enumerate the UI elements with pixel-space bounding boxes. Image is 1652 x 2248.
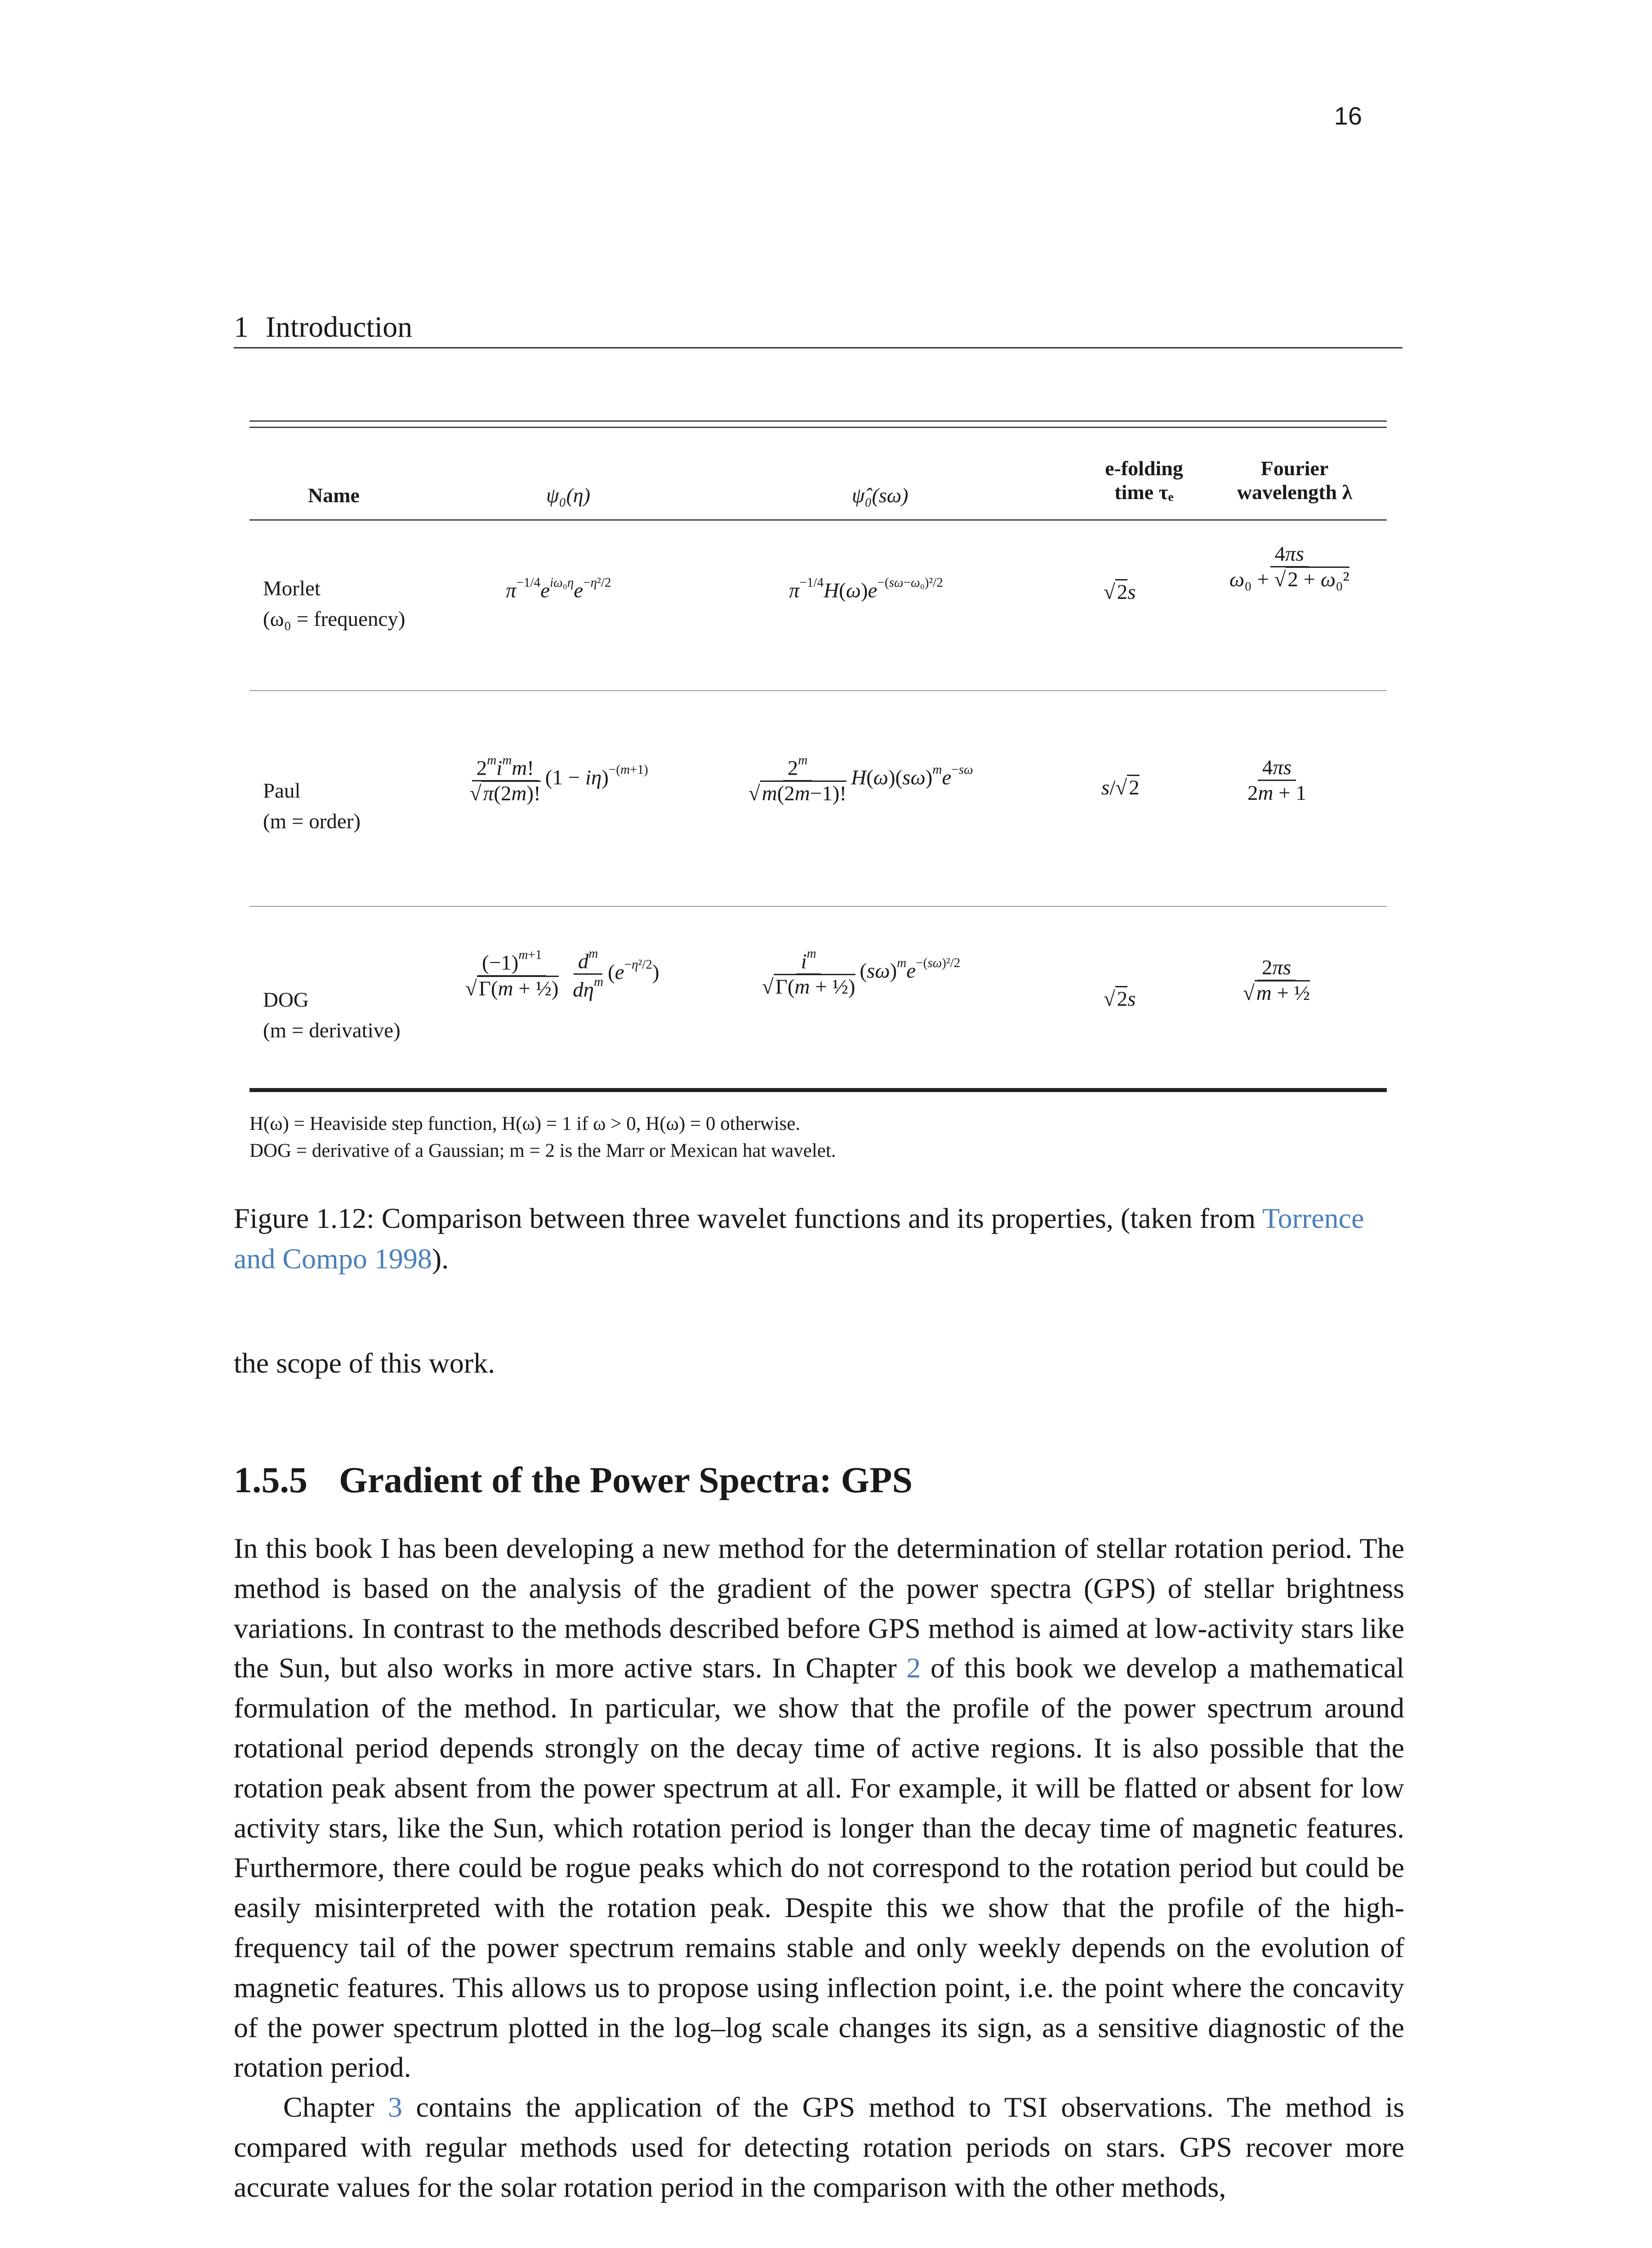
paul-param: (m = order) [263,810,361,833]
header-rule [234,347,1403,348]
figure-caption [234,1198,1403,1279]
table-footnote-1: H(ω) = Heaviside step function, H(ω) = 1 if ω > 0, H(ω) = 0 otherwise. [249,1113,801,1134]
chapter-3-link[interactable]: 3 [388,2091,402,2123]
row-paul-name [263,776,361,837]
dog-psi-hat: $\frac{i^m}{\text{√Γ(m + ½)}}$ $(s\omega)^me^{-(s\omega)^2/2}$ [762,946,961,999]
dog-psi: $\frac{(-1)^{m+1}}{\text{√Γ(m + ½)}}$ $\frac{d^m}{d\eta^m}$ $(e^{-\eta^2/2})$ [465,946,659,1002]
paragraph-2-text-b: contains the application of the GPS method to TSI observations. The method is compared with regular methods used for detecting rotation periods on stars. GPS recover more accurate values for the solar rotation period in the comparison with the other methods, [234,2091,1405,2203]
wavelet-table-figure [249,420,1387,1176]
dog-name: DOG [263,988,309,1012]
morlet-fourier: $\frac{4\pi s}{\text{ω₀ + √2 + ω₀²}}$ [1229,542,1349,592]
row-dog-name [263,985,401,1046]
morlet-name: Morlet [263,577,321,600]
header-efolding [1072,456,1216,504]
header-rule [249,519,1387,521]
page-number: 16 [1334,102,1362,130]
header-name: Name [308,484,360,507]
morlet-efold: √2s [1104,580,1136,604]
paul-fourier: $\frac{4\pi s}{2m + 1}$ [1247,756,1306,805]
header-fourier-line1: Fourier [1260,457,1329,480]
paragraph-1-text-a: In this book I has been developing a new method for the determination of stellar rotation period. The method is based on the analysis of the gradient of the power spectra (GPS) of stellar brightness variations. In contrast to the methods described before GPS method is aimed at low-activity stars like the Sun, but also works in more active stars. In Chapter [234,1532,1404,1684]
header-fourier [1216,456,1373,504]
dog-efold: √2s [1104,987,1136,1011]
header-fourier-line2: wavelength λ [1237,481,1353,504]
paragraph-2 [234,2087,1404,2207]
caption-text: Figure 1.12: Comparison between three wavelet functions and its properties, (taken from [234,1202,1256,1234]
header-psi-hat: ψ̂₀(sω) [852,484,908,507]
row-morlet-name [263,573,405,634]
row-rule-1 [249,690,1387,691]
paragraph-1-text-b: of this book we develop a mathematical formulation of the method. In particular, we show that the profile of the power spectrum around rotational period depends strongly on the decay time of active regions. It is also possible that the rotation peak absent from the power spectrum at all. For example, it will be flatted or absent for low activity stars, like the Sun, which rotation period is longer than the decay time of magnetic features. Furthermore, there could be rogue peaks which do not correspond to the rotation period but could be easily misinterpreted with the rotation peak. Despite this we show that the profile of the high-frequency tail of the power spectrum remains stable and only weekly depends on the evolution of magnetic features. This allows us to propose using inflection point, i.e. the point where the concavity of the power spectrum plotted in the log–log scale changes its sign, as a sensitive diagnostic of the rotation period. [234,1652,1405,2083]
section-heading [234,1459,913,1501]
chapter-number: 1 [234,311,249,343]
dog-fourier: $\frac{2\pi s}{\text{√m + ½}}$ [1243,956,1310,1005]
running-head [234,310,412,344]
chapter-2-link[interactable]: 2 [906,1652,921,1684]
caption-end: ). [432,1243,449,1275]
section-title: Gradient of the Power Spectra: GPS [339,1459,913,1500]
morlet-psi: $\pi^{-1/4}e^{i\omega_0\eta}e^{-\eta^2/2}$ [506,575,611,602]
section-number: 1.5.5 [234,1459,307,1500]
header-efolding-line2: time τₑ [1114,481,1174,504]
caption-citation-link[interactable]: Torrence and Compo 1998 [234,1202,1364,1275]
paragraph-2-text-a: Chapter [283,2091,374,2123]
header-psi: ψ₀(η) [546,484,591,507]
table-top-rule-2 [249,427,1387,428]
scope-line: the scope of this work. [234,1347,495,1379]
chapter-title: Introduction [266,311,413,343]
table-bottom-rule [249,1088,1387,1092]
paul-psi-hat: $\frac{2^m}{√m(2m-1)!}$ $H(\omega)(s\omega)^me^{-s\omega}$ [748,753,973,806]
dog-param: (m = derivative) [263,1019,401,1042]
row-rule-2 [249,906,1387,907]
body-text [234,1529,1404,2208]
morlet-psi-hat: $\pi^{-1/4}H(\omega)e^{-(s\omega-\omega_0)^2/2}$ [789,575,943,602]
table-top-rule [249,420,1387,422]
paul-efold: s/√2 [1101,776,1140,800]
paragraph-1 [234,1529,1404,2087]
morlet-param: (ω₀ = frequency) [263,607,405,631]
paul-name: Paul [263,779,301,803]
table-footnote-2: DOG = derivative of a Gaussian; m = 2 is the Marr or Mexican hat wavelet. [249,1140,836,1161]
paul-psi: $\frac{2^mi^mm!}{√\pi(2m)!}$ $(1 - i\eta)^{-(m+1)}$ [470,753,648,806]
header-efolding-line1: e-folding [1105,457,1183,480]
